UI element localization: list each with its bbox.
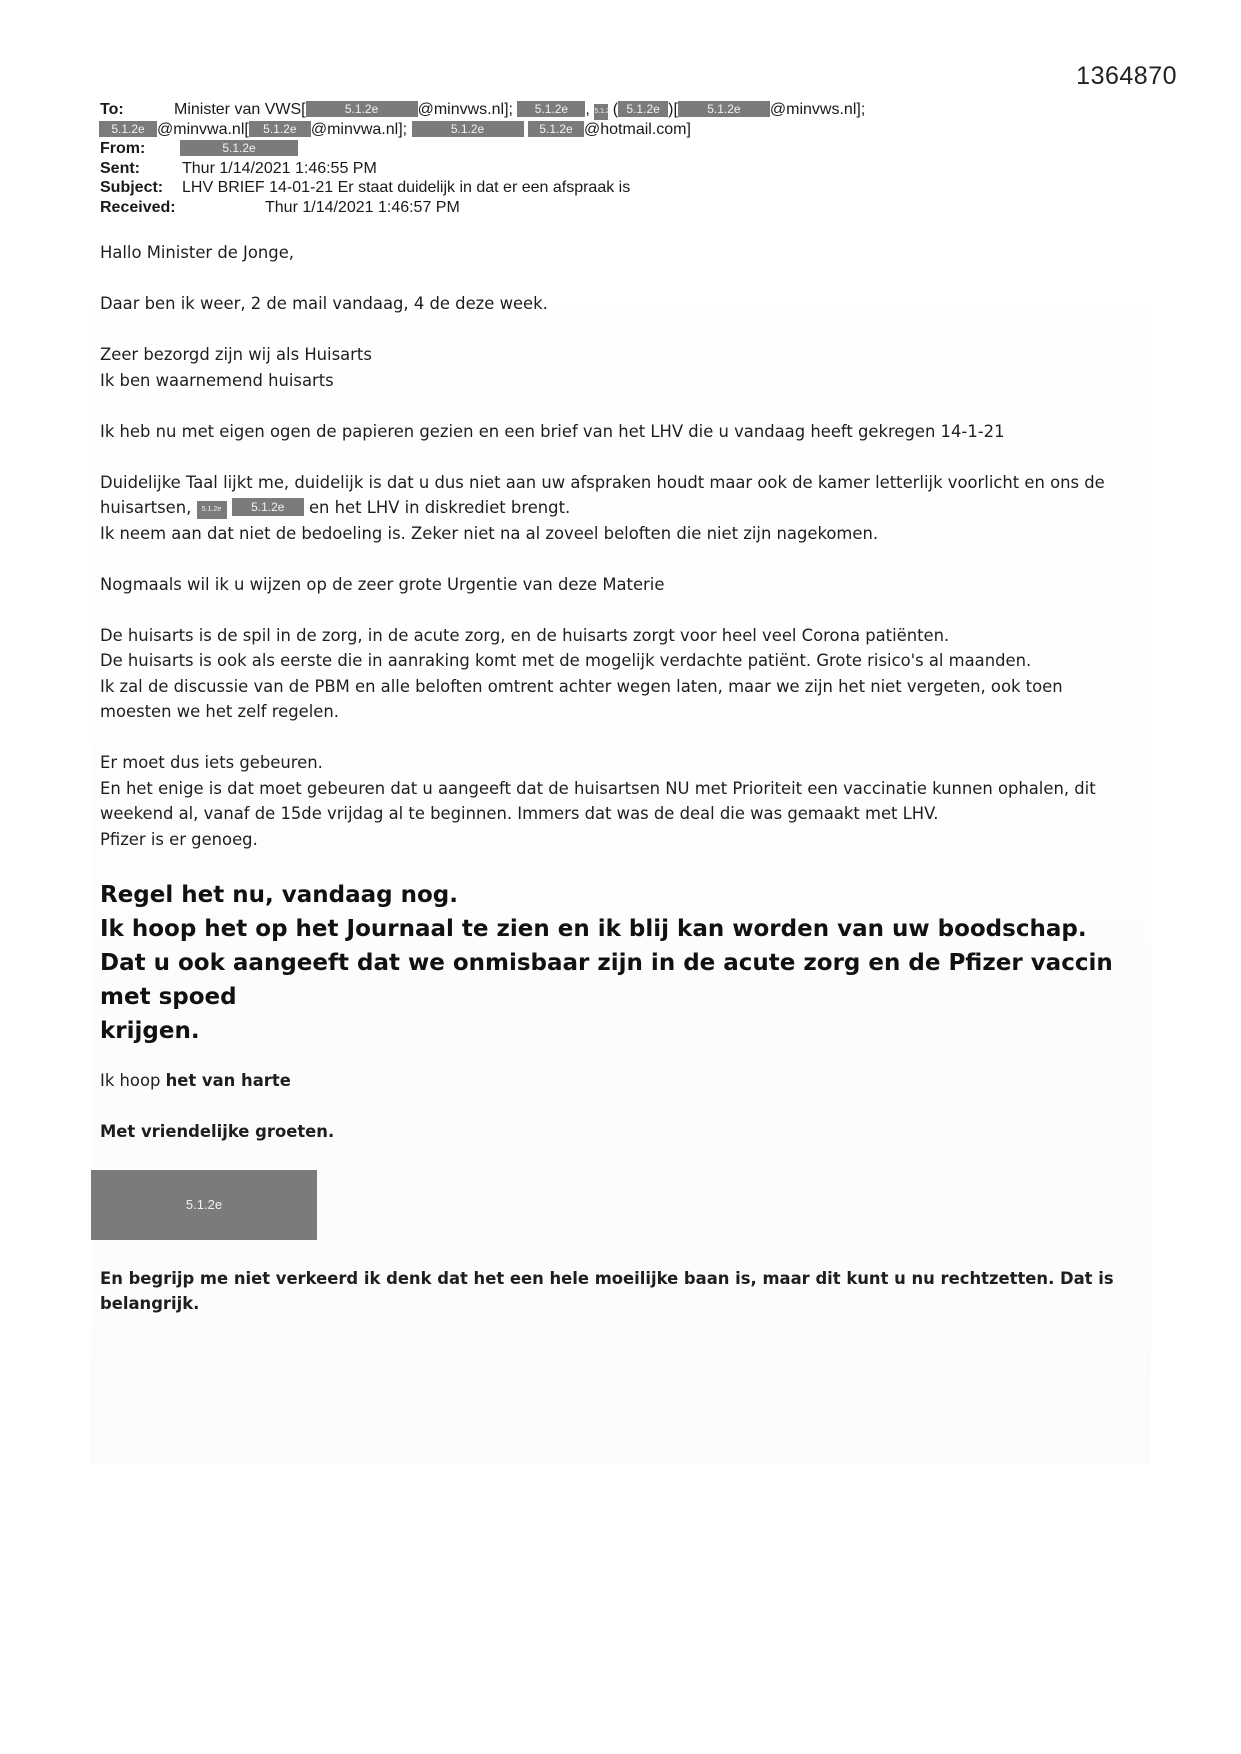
from-label: From: (100, 140, 146, 157)
subject-row (100, 178, 1140, 198)
emphasized-line: Dat u ook aangeeft dat we onmisbaar zijn in de acute zorg en de Pfizer vaccin met spoed (100, 949, 1113, 1010)
paragraph-line: De huisarts is de spil in de zorg, in de acute zorg, en de huisarts zorgt voor heel veel Corona patiënten. (100, 625, 950, 645)
sent-row (100, 159, 1140, 179)
received-row (100, 198, 1140, 218)
paragraph-line: Ik zal de discussie van de PBM en alle beloften omtrent achter wegen laten, maar we zijn het niet vergeten, ook toen (100, 676, 1063, 696)
from-row (100, 139, 1140, 159)
paragraph-line: weekend al, vanaf de 15de vrijdag al te beginnen. Immers dat was de deal die was gemaakt met LHV. (100, 804, 939, 823)
redaction-box: 5.1.2e (528, 121, 584, 137)
to-separator: )[ (668, 101, 678, 118)
redaction-box: 5.1.2e (180, 140, 298, 156)
to-recipients-line-2 (99, 120, 691, 140)
emphasized-line: krijgen. (100, 1017, 200, 1044)
sent-value: Thur 1/14/2021 1:46:55 PM (182, 159, 377, 177)
line-text: huisartsen, (100, 498, 192, 517)
redaction-box: 5.1.2e (249, 121, 311, 137)
paragraph-line: Er moet dus iets gebeuren. (100, 753, 323, 772)
paragraph-line: Ik neem aan dat niet de bedoeling is. Zeker niet na al zoveel beloften die niet zijn nagekomen. (100, 523, 879, 543)
subject-label: Subject: (100, 179, 164, 196)
final-note: En begrijp me niet verkeerd ik denk dat het een hele moeilijke baan is, maar dit kunt u nu rechtzetten. Dat is belangrijk. (100, 1268, 1114, 1313)
paragraph (100, 623, 1150, 725)
line-text: en het LHV in diskrediet brengt. (303, 498, 571, 517)
paragraph-line (100, 495, 1150, 521)
paragraph-line: Zeer bezorgd zijn wij als Huisarts (100, 345, 372, 364)
email-header (100, 100, 1140, 217)
line-text: Ik hoop (100, 1070, 166, 1090)
message-body (100, 240, 1150, 1342)
closing: Met vriendelijke groeten. (100, 1121, 335, 1141)
redaction-box: 5.1.2e (99, 121, 157, 137)
to-recipients-line-1 (174, 100, 865, 120)
redaction-box: 5.1.2e (618, 101, 668, 117)
redaction-box: 5.1.2e (197, 501, 227, 519)
to-domain: @minvwa.nl[ (157, 120, 249, 138)
paragraph-line: De huisarts is ook als eerste die in aanraking komt met de mogelijk verdachte patiënt. Grote risico's al maanden. (100, 651, 1032, 670)
paragraph (100, 342, 1150, 393)
paragraph-line: moesten we het zelf regelen. (100, 702, 339, 721)
emphasized-line: Regel het nu, vandaag nog. (100, 881, 458, 908)
from-value (180, 139, 298, 159)
paragraph: Daar ben ik weer, 2 de mail vandaag, 4 de deze week. (100, 294, 548, 313)
to-row-continued (100, 120, 1140, 140)
subject-value: LHV BRIEF 14-01-21 Er staat duidelijk in dat er een afspraak is (182, 179, 631, 196)
to-domain: @minvws.nl]; (417, 101, 513, 118)
to-domain: @minvws.nl]; (769, 101, 866, 118)
received-value: Thur 1/14/2021 1:46:57 PM (265, 198, 460, 216)
paragraph (100, 1068, 1150, 1094)
signature-redaction: 5.1.2e (91, 1170, 317, 1240)
to-domain: @minvwa.nl]; (310, 120, 408, 138)
redaction-box: 5.1.2e (594, 104, 608, 120)
to-domain: @hotmail.com] (584, 120, 691, 138)
to-separator: ( (608, 101, 619, 118)
paragraph (100, 750, 1150, 852)
received-label: Received: (100, 198, 176, 216)
to-label: To: (100, 101, 124, 118)
emphasized-paragraph (100, 878, 1150, 1048)
paragraph-line: En het enige is dat moet gebeuren dat u aangeeft dat de huisartsen NU met Prioriteit een vaccinatie kunnen ophalen, dit (100, 778, 1096, 798)
paragraph: Nogmaals wil ik u wijzen op de zeer grote Urgentie van deze Materie (100, 574, 665, 594)
paragraph-line: Ik ben waarnemend huisarts (100, 370, 334, 390)
to-row (100, 100, 1140, 120)
redaction-box: 5.1.2e (412, 121, 524, 137)
to-name: Minister van VWS[ (174, 101, 306, 118)
redaction-box: 5.1.2e (232, 498, 304, 516)
document-number: 1364870 (1076, 62, 1177, 90)
redaction-box: 5.1.2e (306, 101, 418, 117)
redaction-box: 5.1.2e (678, 101, 770, 117)
sent-label: Sent: (100, 159, 140, 177)
paragraph (100, 470, 1150, 547)
to-separator: , (585, 101, 590, 118)
redaction-box: 5.1.2e (517, 101, 585, 117)
greeting: Hallo Minister de Jonge, (100, 243, 294, 262)
paragraph-line: Duidelijke Taal lijkt me, duidelijk is dat u dus niet aan uw afspraken houdt maar ook de kamer letterlijk voorlicht en ons de (100, 472, 1105, 492)
paragraph: Ik heb nu met eigen ogen de papieren gezien en een brief van het LHV die u vandaag heeft gekregen 14-1-21 (100, 421, 1005, 441)
paragraph-line: Pfizer is er genoeg. (100, 829, 258, 849)
emphasized-line: Ik hoop het op het Journaal te zien en ik blij kan worden van uw boodschap. (100, 915, 1087, 942)
line-text-bold: het van harte (165, 1070, 291, 1090)
